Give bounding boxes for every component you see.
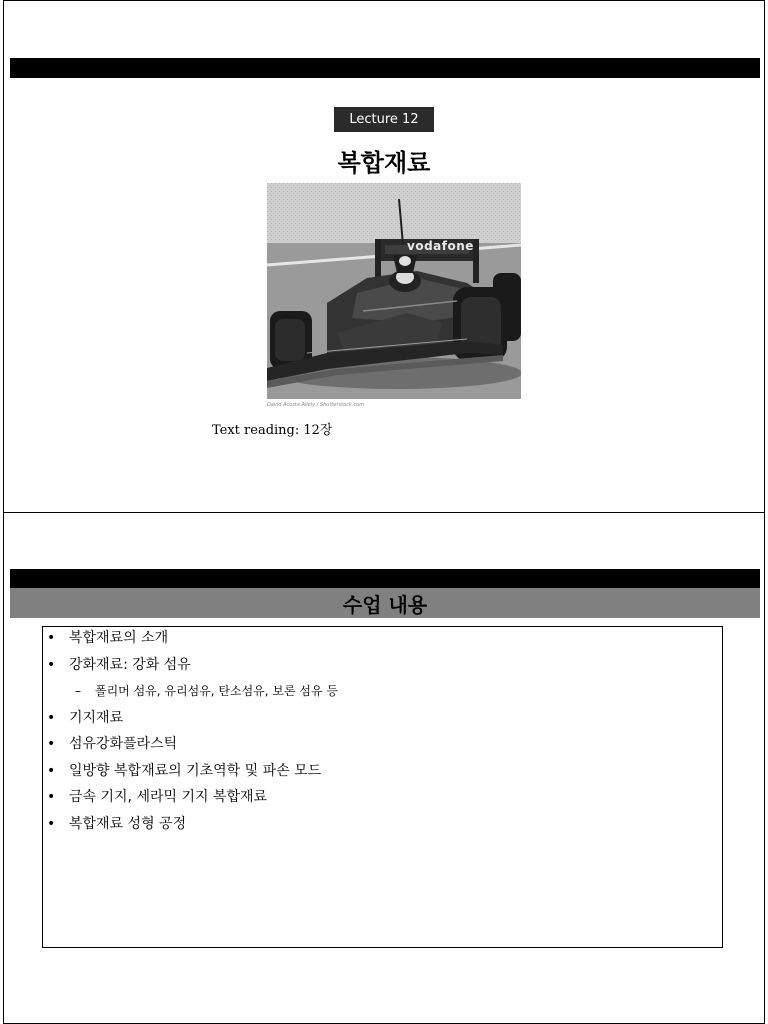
bullet-marker: • <box>47 736 56 752</box>
sponsor-text: vodafone <box>407 239 474 253</box>
list-subitem <box>43 680 722 707</box>
bullet-text: 폴리머 섬유, 유리섬유, 탄소섬유, 보론 섬유 등 <box>95 684 338 698</box>
bullet-marker: • <box>47 709 56 726</box>
list-item <box>43 733 722 760</box>
list-item <box>43 813 722 840</box>
bullet-text: 강화재료: 강화 섬유 <box>69 656 191 673</box>
list-item <box>43 786 722 813</box>
bullet-marker: • <box>47 762 56 779</box>
list-item <box>43 654 722 681</box>
bullet-marker: • <box>47 815 56 832</box>
list-item <box>43 707 722 734</box>
photo-credit: David Acosta Allely / Shutterstock.com <box>267 402 365 408</box>
header-bar <box>10 569 760 588</box>
title-band <box>10 588 760 618</box>
race-car-photo <box>267 183 521 399</box>
content-box <box>42 626 723 948</box>
bullet-text: 복합재료의 소개 <box>69 630 169 646</box>
slide-title: 복합재료 <box>337 149 431 177</box>
dash-marker: – <box>75 684 81 698</box>
slide-title: 수업 내용 <box>342 592 428 617</box>
bullet-text: 기지재료 <box>69 709 124 726</box>
bullet-text: 일방향 복합재료의 기초역학 및 파손 모드 <box>69 762 322 779</box>
bullet-text: 복합재료 성형 공정 <box>69 815 187 832</box>
bullet-marker: • <box>47 789 56 805</box>
list-item <box>43 760 722 787</box>
lecture-label: Lecture 12 <box>349 112 419 127</box>
slide-2 <box>3 512 765 1024</box>
bullet-list <box>43 627 722 839</box>
bullet-text: 금속 기지, 세라믹 기지 복합재료 <box>69 789 268 805</box>
bullet-text: 섬유강화플라스틱 <box>69 736 178 752</box>
text-reading: Text reading: 12장 <box>212 423 333 438</box>
list-item <box>43 627 722 654</box>
bullet-marker: • <box>47 630 56 646</box>
header-bar <box>10 58 760 78</box>
slide-1 <box>3 0 765 513</box>
bullet-marker: • <box>47 656 56 673</box>
lecture-badge <box>334 107 434 132</box>
